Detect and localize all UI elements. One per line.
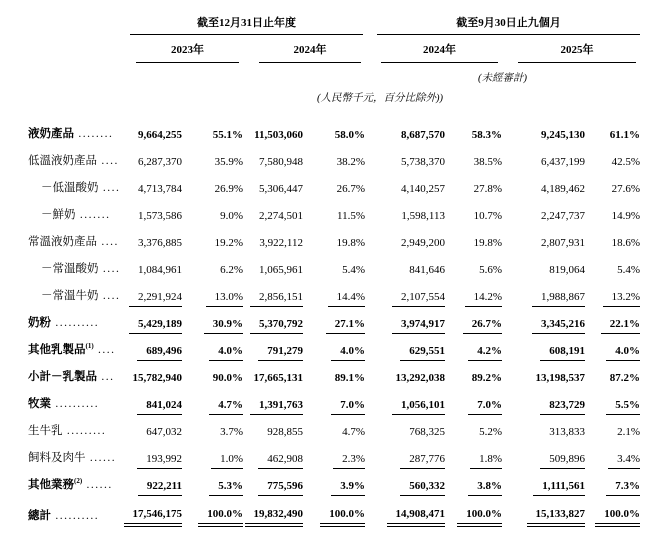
cell-percentage: 5.5% <box>585 390 640 417</box>
cell-amount: 689,496 <box>120 336 182 363</box>
cell-percentage: 26.9% <box>214 183 243 195</box>
cell-amount: 922,211 <box>120 471 182 498</box>
cell-amount: 928,855 <box>267 426 303 438</box>
cell-percentage: 26.7% <box>336 183 365 195</box>
cell-percentage: 5.3% <box>182 471 243 498</box>
cell-amount: 2,856,151 <box>243 282 303 309</box>
cell-percentage: 7.0% <box>303 390 365 417</box>
dot-leader: .... <box>97 155 119 167</box>
cell-amount: 3,974,917 <box>365 309 445 336</box>
row-label-text: 其他業務 <box>28 479 74 491</box>
dot-leader: .... <box>97 236 119 248</box>
cell-percentage: 1.8% <box>445 444 502 471</box>
cell-amount: 13,198,537 <box>535 372 585 384</box>
cell-amount: 1,573,586 <box>138 210 182 222</box>
dot-leader: ........ <box>74 128 114 140</box>
cell-percentage: 100.0% <box>303 498 365 529</box>
row-label <box>28 147 120 174</box>
cell-percentage: 4.7% <box>342 426 365 438</box>
table-row <box>28 498 640 529</box>
cell-percentage: 38.2% <box>336 156 365 168</box>
table-row <box>28 444 640 471</box>
cell-amount: 5,738,370 <box>401 156 445 168</box>
period-header-row <box>28 14 640 35</box>
cell-percentage: 61.1% <box>609 129 640 141</box>
cell-percentage: 5.4% <box>342 264 365 276</box>
cell-amount: 3,345,216 <box>502 309 585 336</box>
units-row <box>28 85 640 120</box>
row-label <box>28 228 120 255</box>
cell-percentage: 7.3% <box>585 471 640 498</box>
cell-percentage: 58.3% <box>471 129 502 141</box>
cell-amount: 5,370,792 <box>243 309 303 336</box>
cell-percentage: 3.9% <box>303 471 365 498</box>
row-label <box>28 201 120 228</box>
cell-amount: 841,646 <box>409 264 445 276</box>
row-label <box>28 336 120 363</box>
cell-amount: 4,140,257 <box>401 183 445 195</box>
cell-percentage: 35.9% <box>214 156 243 168</box>
year-2023-label: 2023年 <box>136 41 239 63</box>
cell-amount: 9,245,130 <box>541 129 585 141</box>
cell-percentage: 100.0% <box>182 498 243 529</box>
row-label-text: －常溫酸奶 <box>41 263 99 275</box>
dot-leader: ... <box>97 371 115 383</box>
cell-amount: 560,332 <box>365 471 445 498</box>
table-row <box>28 309 640 336</box>
cell-percentage: 19.2% <box>214 237 243 249</box>
prospectus-page <box>0 14 650 536</box>
cell-percentage: 13.0% <box>182 282 243 309</box>
year-header-row <box>28 35 640 63</box>
cell-amount: 509,896 <box>502 444 585 471</box>
cell-percentage: 27.6% <box>611 183 640 195</box>
table-row <box>28 228 640 255</box>
cell-percentage: 5.2% <box>479 426 502 438</box>
cell-percentage: 22.1% <box>585 309 640 336</box>
cell-percentage: 14.2% <box>445 282 502 309</box>
table-header <box>28 14 640 120</box>
cell-percentage: 58.0% <box>334 129 365 141</box>
cell-percentage: 38.5% <box>473 156 502 168</box>
cell-percentage: 4.2% <box>445 336 502 363</box>
cell-percentage: 89.1% <box>334 372 365 384</box>
cell-amount: 629,551 <box>365 336 445 363</box>
cell-percentage: 26.7% <box>445 309 502 336</box>
row-label-text: 牧業 <box>28 398 51 410</box>
row-label-text: 液奶產品 <box>28 128 74 140</box>
row-label <box>28 363 120 390</box>
cell-percentage: 14.9% <box>611 210 640 222</box>
cell-amount: 17,665,131 <box>253 372 303 384</box>
label-column-spacer <box>28 35 120 63</box>
row-label-text: －低溫酸奶 <box>41 182 99 194</box>
cell-amount: 2,949,200 <box>401 237 445 249</box>
dot-leader: .... <box>98 290 120 302</box>
cell-percentage: 7.0% <box>445 390 502 417</box>
cell-amount: 313,833 <box>549 426 585 438</box>
cell-percentage: 5.6% <box>479 264 502 276</box>
year-header-2023 <box>120 35 243 63</box>
cell-amount: 13,292,038 <box>395 372 445 384</box>
cell-amount: 193,992 <box>120 444 182 471</box>
unaudited-note: (未經審計) <box>478 73 527 84</box>
dot-leader: ...... <box>85 452 117 464</box>
cell-amount: 6,287,370 <box>138 156 182 168</box>
cell-amount: 608,191 <box>502 336 585 363</box>
dot-leader: ......... <box>62 425 107 437</box>
year-2024-label: 2024年 <box>259 41 361 63</box>
cell-amount: 2,291,924 <box>120 282 182 309</box>
cell-percentage: 6.2% <box>220 264 243 276</box>
row-label <box>28 282 120 309</box>
cell-amount: 4,713,784 <box>138 183 182 195</box>
cell-amount: 5,429,189 <box>120 309 182 336</box>
row-label <box>28 417 120 444</box>
cell-percentage: 4.7% <box>182 390 243 417</box>
table-row <box>28 390 640 417</box>
cell-amount: 462,908 <box>243 444 303 471</box>
cell-amount: 1,598,113 <box>401 210 445 222</box>
cell-percentage: 19.8% <box>473 237 502 249</box>
cell-amount: 287,776 <box>365 444 445 471</box>
row-label-text: 低溫液奶產品 <box>28 155 97 167</box>
row-label-text: 總計 <box>28 510 51 522</box>
cell-percentage: 13.2% <box>585 282 640 309</box>
cell-percentage: 14.4% <box>303 282 365 309</box>
period-header-annual <box>120 14 365 35</box>
table-row <box>28 282 640 309</box>
cell-amount: 15,133,827 <box>502 498 585 529</box>
row-label-text: －常溫牛奶 <box>41 290 99 302</box>
cell-amount: 1,111,561 <box>502 471 585 498</box>
cell-percentage: 89.2% <box>471 372 502 384</box>
period-header-nine-months <box>365 14 640 35</box>
cell-amount: 841,024 <box>120 390 182 417</box>
row-label <box>28 471 120 498</box>
currency-units-note: (人民幣千元，百分比除外)) <box>317 93 443 104</box>
row-label <box>28 255 120 282</box>
year-header-2024 <box>243 35 365 63</box>
table-row <box>28 174 640 201</box>
cell-amount: 5,306,447 <box>259 183 303 195</box>
row-label-text: 常溫液奶產品 <box>28 236 97 248</box>
cell-amount: 15,782,940 <box>132 372 182 384</box>
units-spacer <box>28 85 120 120</box>
period-annual-label: 截至12月31日止年度 <box>130 14 363 35</box>
cell-amount: 768,325 <box>409 426 445 438</box>
cell-percentage: 9.0% <box>220 210 243 222</box>
cell-amount: 14,908,471 <box>365 498 445 529</box>
cell-percentage: 27.8% <box>473 183 502 195</box>
table-row <box>28 363 640 390</box>
cell-amount: 2,107,554 <box>365 282 445 309</box>
dot-leader: ....... <box>75 209 111 221</box>
cell-percentage: 3.7% <box>220 426 243 438</box>
cell-percentage: 30.9% <box>182 309 243 336</box>
cell-percentage: 4.0% <box>303 336 365 363</box>
dot-leader: .... <box>98 263 120 275</box>
cell-percentage: 100.0% <box>585 498 640 529</box>
table-row <box>28 255 640 282</box>
cell-amount: 11,503,060 <box>254 129 303 141</box>
cell-amount: 9,664,255 <box>138 129 182 141</box>
cell-percentage: 10.7% <box>473 210 502 222</box>
cell-amount: 1,084,961 <box>138 264 182 276</box>
cell-percentage: 3.8% <box>445 471 502 498</box>
cell-amount: 2,274,501 <box>259 210 303 222</box>
table-row <box>28 147 640 174</box>
cell-amount: 2,807,931 <box>541 237 585 249</box>
cell-percentage: 4.0% <box>182 336 243 363</box>
table-body <box>28 120 640 529</box>
cell-amount: 8,687,570 <box>401 129 445 141</box>
cell-amount: 647,032 <box>146 426 182 438</box>
label-column-spacer <box>28 14 120 35</box>
cell-percentage: 27.1% <box>303 309 365 336</box>
cell-percentage: 90.0% <box>212 372 243 384</box>
revenue-breakdown-table <box>28 14 640 529</box>
unaudited-row <box>28 63 640 85</box>
dot-leader: ...... <box>82 479 113 491</box>
cell-amount: 1,056,101 <box>365 390 445 417</box>
table-row <box>28 417 640 444</box>
cell-amount: 775,596 <box>243 471 303 498</box>
year-header-2024-9m <box>365 35 502 63</box>
cell-amount: 1,391,763 <box>243 390 303 417</box>
cell-amount: 4,189,462 <box>541 183 585 195</box>
row-label-text: 生牛乳 <box>28 425 63 437</box>
row-label <box>28 390 120 417</box>
dot-leader: .......... <box>51 317 100 329</box>
cell-percentage: 18.6% <box>611 237 640 249</box>
cell-percentage: 19.8% <box>336 237 365 249</box>
row-label-text: 奶粉 <box>28 317 51 329</box>
row-label-text: －鮮奶 <box>41 209 76 221</box>
dot-leader: .......... <box>51 510 100 522</box>
cell-amount: 1,065,961 <box>259 264 303 276</box>
cell-amount: 19,832,490 <box>243 498 303 529</box>
table-row <box>28 336 640 363</box>
table-row <box>28 471 640 498</box>
cell-percentage: 1.0% <box>182 444 243 471</box>
row-label <box>28 174 120 201</box>
cell-amount: 823,729 <box>502 390 585 417</box>
dot-leader: .... <box>93 344 116 356</box>
cell-amount: 3,376,885 <box>138 237 182 249</box>
dot-leader: .......... <box>51 398 100 410</box>
cell-amount: 791,279 <box>243 336 303 363</box>
year-header-2025-9m <box>502 35 640 63</box>
cell-percentage: 42.5% <box>611 156 640 168</box>
cell-percentage: 2.1% <box>617 426 640 438</box>
cell-amount: 17,546,175 <box>120 498 182 529</box>
cell-percentage: 100.0% <box>445 498 502 529</box>
row-label-text: 其他乳製品 <box>28 344 86 356</box>
cell-amount: 1,988,867 <box>502 282 585 309</box>
row-label <box>28 309 120 336</box>
cell-percentage: 11.5% <box>336 210 365 222</box>
year-2024-9m-label: 2024年 <box>381 41 498 63</box>
footnote-marker: (1) <box>85 342 94 351</box>
cell-percentage: 2.3% <box>303 444 365 471</box>
dot-leader: .... <box>98 182 120 194</box>
footnote-marker: (2) <box>74 477 83 486</box>
cell-percentage: 4.0% <box>585 336 640 363</box>
cell-percentage: 5.4% <box>617 264 640 276</box>
cell-amount: 2,247,737 <box>541 210 585 222</box>
table-row <box>28 201 640 228</box>
cell-percentage: 55.1% <box>212 129 243 141</box>
row-label <box>28 498 120 529</box>
table-row <box>28 120 640 147</box>
row-label <box>28 120 120 147</box>
row-label <box>28 444 120 471</box>
cell-percentage: 3.4% <box>585 444 640 471</box>
cell-amount: 7,580,948 <box>259 156 303 168</box>
row-label-text: 飼料及肉牛 <box>28 452 86 464</box>
cell-amount: 6,437,199 <box>541 156 585 168</box>
cell-amount: 819,064 <box>549 264 585 276</box>
cell-percentage: 87.2% <box>609 372 640 384</box>
cell-amount: 3,922,112 <box>259 237 303 249</box>
row-label-text: 小計－乳製品 <box>28 371 97 383</box>
year-2025-9m-label: 2025年 <box>518 41 636 63</box>
period-nine-months-label: 截至9月30日止九個月 <box>377 14 640 35</box>
unaudited-spacer <box>28 63 365 85</box>
